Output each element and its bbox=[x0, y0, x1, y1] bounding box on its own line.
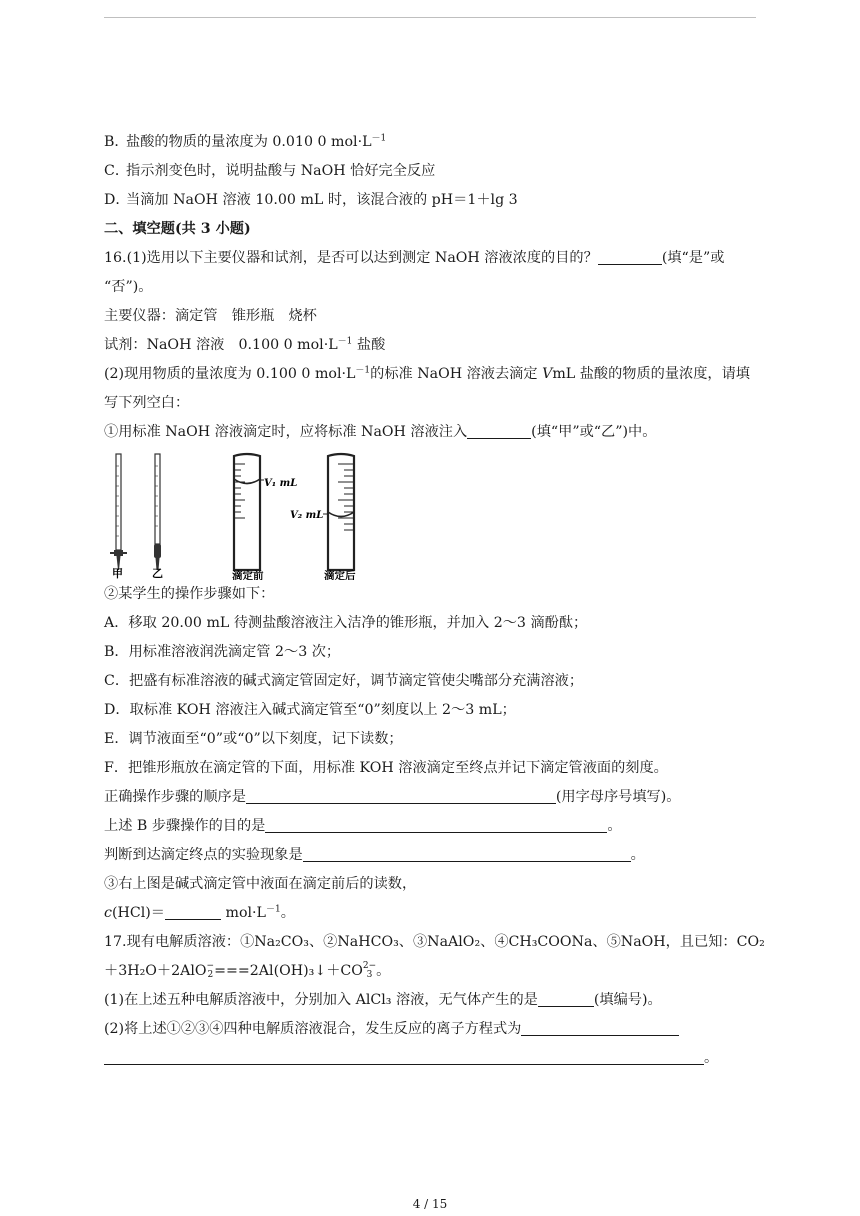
q17-line1: 17.现有电解质溶液：①Na₂CO₃、②NaHCO₃、③NaAlO₂、④CH₃COONa、⑤NaOH，且已知：CO₂ bbox=[104, 934, 765, 950]
step-b: B．用标准溶液润洗滴定管 2～3 次； bbox=[104, 644, 341, 660]
answer-blank[interactable] bbox=[165, 902, 221, 920]
q17-part1: (1)在上述五种电解质溶液中，分别加入 AlCl₃ 溶液，无气体产生的是 (填编号)。 bbox=[104, 986, 760, 1015]
option-d: D．当滴加 NaOH 溶液 10.00 mL 时，该混合液的 pH＝1＋lg 3 bbox=[104, 192, 518, 208]
q17-part2: (2)将上述①②③④四种电解质溶液混合，发生反应的离子方程式为 bbox=[104, 1015, 760, 1044]
step-c: C．把盛有标准溶液的碱式滴定管固定好，调节滴定管使尖嘴部分充满溶液； bbox=[104, 673, 584, 689]
chcl-question: $c(HCl)= mol\cdot L^{-1}$。 bbox=[104, 899, 760, 928]
step-f: F．把锥形瓶放在滴定管的下面，用标准 KOH 溶液滴定至终点并记下滴定管液面的刻度。 bbox=[104, 760, 668, 776]
answer-blank[interactable] bbox=[538, 989, 594, 1007]
q16-sub1: ①用标准 NaOH 溶液滴定时，应将标准 NaOH 溶液注入 (填“甲”或“乙”)中。 bbox=[104, 418, 760, 447]
instruments-line: 主要仪器：滴定管 锥形瓶 烧杯 bbox=[104, 308, 317, 324]
q16-part2-cont: 写下列空白： bbox=[104, 395, 190, 411]
label-jia: 甲 bbox=[112, 567, 123, 580]
q16-part1: 16.(1)选用以下主要仪器和试剂，是否可以达到测定 NaOH 溶液浓度的目的？ (填“是”或 bbox=[104, 244, 760, 273]
q16-part2: (2)现用物质的量浓度为 0.100 0 $mol\cdot L^{-1}$的标准 NaOH 溶液去滴定 VmL 盐酸的物质的量浓度，请填 bbox=[104, 365, 750, 382]
answer-blank[interactable] bbox=[598, 247, 662, 265]
q17-equation: ＋3H₂O＋2AlO− 2===2Al(OH)₃↓＋CO2− 3 。 bbox=[104, 961, 391, 980]
endpoint-question: 判断到达滴定终点的实验现象是 。 bbox=[104, 841, 760, 870]
answer-blank[interactable] bbox=[303, 844, 631, 862]
purpose-question: 上述 B 步骤操作的目的是 。 bbox=[104, 812, 760, 841]
order-question: 正确操作步骤的顺序是 (用字母序号填写)。 bbox=[104, 783, 760, 812]
reagents-line: 试剂：NaOH 溶液 0.100 0 $mol\cdot L^{-1}$ 盐酸 bbox=[104, 336, 386, 353]
burette-figure-svg bbox=[104, 452, 374, 580]
q16-sub2-intro: ②某学生的操作步骤如下： bbox=[104, 586, 275, 602]
burette-before bbox=[232, 454, 297, 580]
label-v1: V₁ mL bbox=[264, 478, 298, 489]
q16-sub3: ③右上图是碱式滴定管中液面在滴定前后的读数， bbox=[104, 876, 417, 892]
answer-blank[interactable] bbox=[521, 1018, 679, 1036]
label-after: 滴定后 bbox=[324, 570, 356, 580]
burette-after bbox=[290, 454, 356, 580]
answer-blank[interactable] bbox=[265, 815, 607, 833]
step-d: D．取标准 KOH 溶液注入碱式滴定管至“0”刻度以上 2～3 mL； bbox=[104, 702, 516, 718]
answer-blank[interactable] bbox=[104, 1047, 704, 1065]
section-title: 二、填空题(共 3 小题) bbox=[104, 221, 251, 237]
acid-burette bbox=[110, 454, 127, 570]
label-before: 滴定前 bbox=[232, 570, 264, 580]
answer-blank[interactable] bbox=[467, 421, 531, 439]
option-b: B．盐酸的物质的量浓度为 0.010 0 $mol\cdot L^{-1}$ bbox=[104, 133, 387, 150]
option-c: C．指示剂变色时，说明盐酸与 NaOH 恰好完全反应 bbox=[104, 163, 436, 179]
label-v2: V₂ mL bbox=[290, 510, 324, 521]
burette-figure bbox=[104, 452, 760, 580]
step-a: A．移取 20.00 mL 待测盐酸溶液注入洁净的锥形瓶，并加入 2～3 滴酚酞； bbox=[104, 615, 588, 631]
step-e: E．调节液面至“0”或“0”以下刻度，记下读数； bbox=[104, 731, 403, 747]
page-number: 4 / 15 bbox=[412, 1197, 448, 1211]
answer-blank[interactable] bbox=[246, 786, 556, 804]
header-rule bbox=[104, 17, 756, 18]
q16-part1-cont: “否”)。 bbox=[104, 279, 153, 295]
q17-part2-cont: 。 bbox=[104, 1044, 760, 1073]
base-burette bbox=[154, 454, 161, 570]
page-content bbox=[104, 128, 765, 1073]
label-yi: 乙 bbox=[152, 567, 163, 580]
